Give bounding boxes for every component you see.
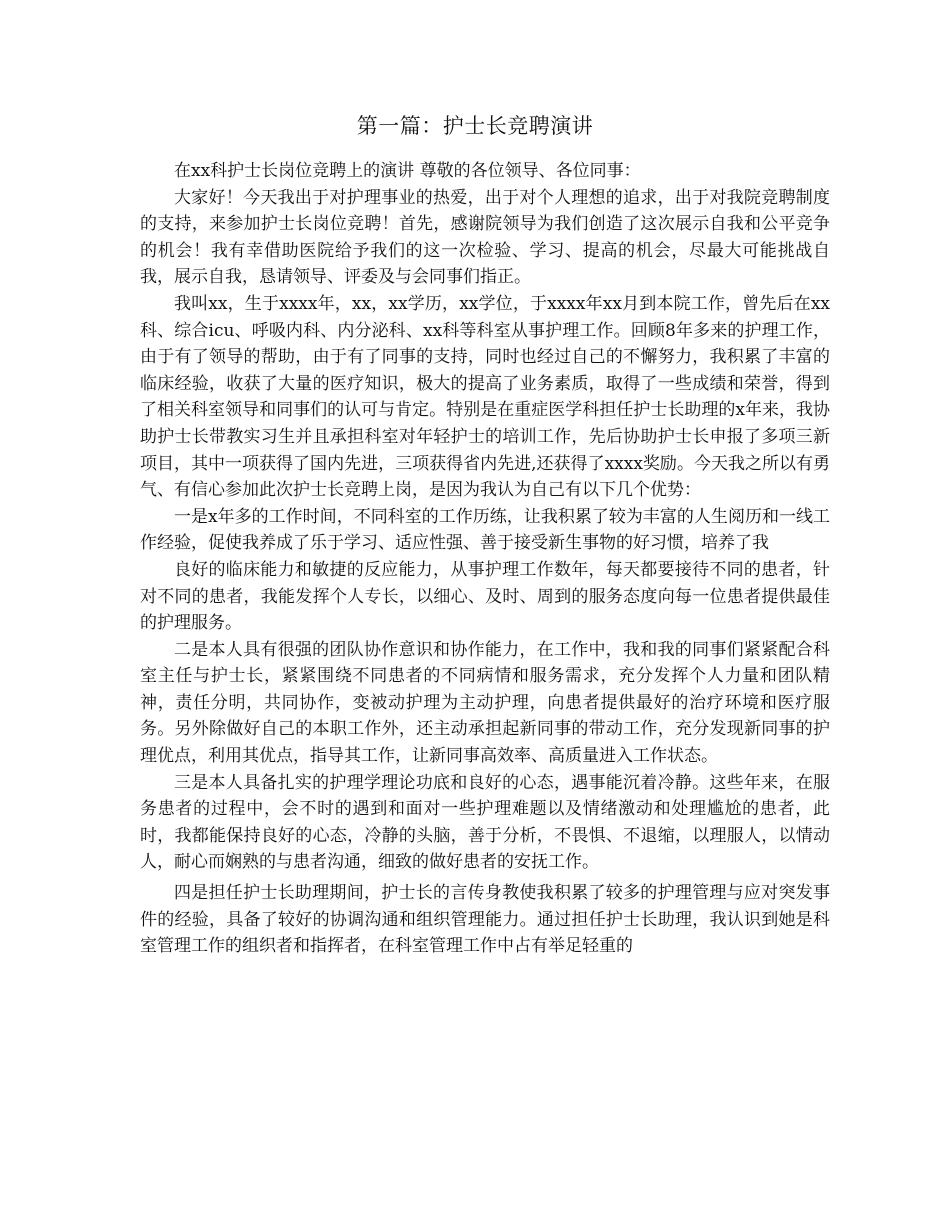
paragraph-advantage-4: 四是担任护士长助理期间，护士长的言传身教使我积累了较多的护理管理与应对突发事件的经验，具备了较好的协调沟通和组织管理能力。通过担任护士长助理，我认识到她是科室管理工作的组织者和指挥者，在科室管理工作中占有举足轻重的 [140,883,830,957]
paragraph-opening: 大家好！今天我出于对护理事业的热爱，出于对个人理想的追求，出于对我院竞聘制度的支持，来参加护士长岗位竞聘！首先，感谢院领导为我们创造了这次展示自我和公平竞争的机会！我有幸借助医院给予我们的这一次检验、学习、提高的机会，尽最大可能挑战自我，展示自我，恳请领导、评委及与会同事们指正。 [140,187,830,288]
paragraph-advantage-1-cont: 良好的临床能力和敏捷的反应能力，从事护理工作数年，每天都要接待不同的患者，针对不同的患者，我能发挥个人专长，以细心、及时、周到的服务态度向每一位患者提供最佳的护理服务。 [140,559,830,634]
paragraph-advantage-1: 一是x年多的工作时间，不同科室的工作历练，让我积累了较为丰富的人生阅历和一线工作经验，促使我养成了乐于学习、适应性强、善于接受新生事物的好习惯，培养了我 [140,506,830,554]
paragraph-advantage-3: 三是本人具备扎实的护理学理论功底和良好的心态，遇事能沉着冷静。这些年来，在服务患者的过程中，会不时的遇到和面对一些护理难题以及情绪激动和处理尴尬的患者，此时，我都能保持良好的心态，冷静的头脑，善于分析，不畏惧、不退缩，以理服人，以情动人，耐心而娴熟的与患者沟通，细致的做好患者的安抚工作。 [140,772,830,873]
paragraph-self-intro: 我叫xx，生于xxxx年，xx，xx学历，xx学位，于xxxx年xx月到本院工作，曾先后在xx科、综合icu、呼吸内科、内分泌科、xx科等科室从事护理工作。回顾8年多来的护理工作，由于有了领导的帮助，由于有了同事的支持，同时也经过自己的不懈努力，我积累了丰富的临床经验，收获了大量的医疗知识，极大的提高了业务素质，取得了一些成绩和荣誉，得到了相关科室领导和同事们的认可与肯定。特别是在重症医学科担任护士长助理的x年来，我协助护士长带教实习生并且承担科室对年轻护士的培训工作，先后协助护士长申报了多项三新项目，其中一项获得了国内先进，三项获得省内先进,还获得了xxxx奖励。今天我之所以有勇气、有信心参加此次护士长竞聘上岗，是因为我认为自己有以下几个优势： [140,293,830,501]
document-title: 第一篇：护士长竞聘演讲 [356,114,594,138]
paragraph-advantage-2: 二是本人具有很强的团队协作意识和协作能力，在工作中，我和我的同事们紧紧配合科室主任与护士长，紧紧围绕不同患者的不同病情和服务需求，充分发挥个人力量和团队精神，责任分明，共同协作，变被动护理为主动护理，向患者提供最好的治疗环境和医疗服务。另外除做好自己的本职工作外，还主动承担起新同事的带动工作，充分发现新同事的护理优点，利用其优点，指导其工作，让新同事高效率、高质量进入工作状态。 [140,639,830,767]
document-body [140,158,830,960]
paragraph-greeting: 在xx科护士长岗位竞聘上的演讲 尊敬的各位领导、各位同事： [174,161,641,181]
